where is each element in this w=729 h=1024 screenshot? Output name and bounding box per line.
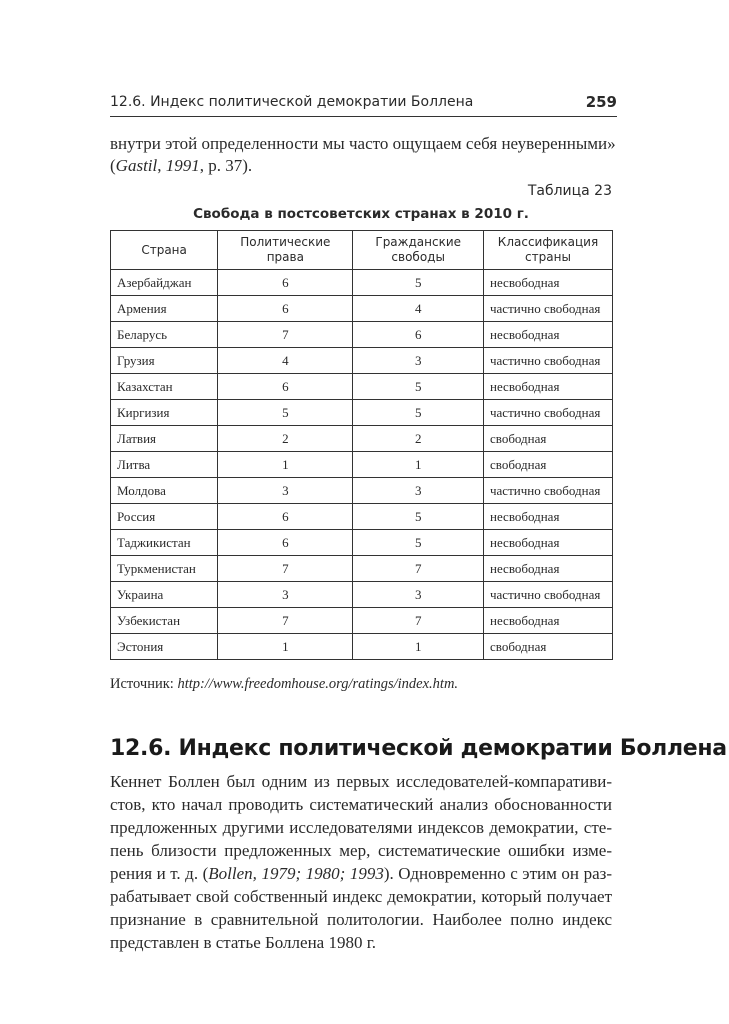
paragraph-line: рабатывает свой собственный индекс демократии, который получает: [110, 887, 612, 906]
cell-civil-liberties: 3: [353, 348, 484, 374]
table-row: [111, 504, 613, 530]
cell-classification: частично свободная: [484, 400, 613, 426]
table-row: [111, 296, 613, 322]
section-heading: 12.6. Индекс политической демократии Боллена: [110, 736, 727, 761]
paragraph-line: стов, кто начал проводить систематический анализ обоснованности: [110, 795, 612, 814]
cell-country: Киргизия: [111, 400, 218, 426]
cell-classification: несвободная: [484, 322, 613, 348]
cell-political-rights: 7: [218, 556, 353, 582]
source-url: http://www.freedomhouse.org/ratings/index.htm.: [177, 676, 459, 692]
table-row: [111, 582, 613, 608]
table-source: Источник: http://www.freedomhouse.org/ratings/index.htm.: [110, 676, 459, 692]
cell-classification: несвободная: [484, 374, 613, 400]
cell-classification: несвободная: [484, 504, 613, 530]
cell-political-rights: 3: [218, 478, 353, 504]
cell-country: Туркменистан: [111, 556, 218, 582]
citation: (Gastil, 1991, р. 37).: [110, 156, 253, 175]
paragraph-line: представлен в статье Боллена 1980 г.: [110, 933, 377, 952]
cell-political-rights: 6: [218, 504, 353, 530]
table-row: [111, 530, 613, 556]
paragraph-line: предложенных другими исследователями индексов демократии, сте-: [110, 818, 612, 837]
table-row: [111, 374, 613, 400]
header-country: Страна: [111, 231, 218, 270]
cell-civil-liberties: 3: [353, 478, 484, 504]
table-row: [111, 556, 613, 582]
cell-classification: свободная: [484, 452, 613, 478]
running-head: [110, 92, 617, 117]
intro-line: внутри этой определенности мы часто ощущаем себя неуверенными»: [110, 134, 616, 153]
cell-classification: частично свободная: [484, 582, 613, 608]
cell-civil-liberties: 1: [353, 452, 484, 478]
cell-classification: частично свободная: [484, 478, 613, 504]
table-row: [111, 478, 613, 504]
cell-country: Украина: [111, 582, 218, 608]
table-row: [111, 348, 613, 374]
cell-civil-liberties: 6: [353, 322, 484, 348]
table-number: Таблица 23: [527, 183, 612, 199]
cell-civil-liberties: 1: [353, 634, 484, 660]
table-row: [111, 452, 613, 478]
cell-civil-liberties: 5: [353, 504, 484, 530]
cell-classification: несвободная: [484, 270, 613, 296]
paragraph-line: рения и т. д. (Bollen, 1979; 1980; 1993). Одновременно с этим он раз-: [110, 864, 612, 883]
cell-civil-liberties: 5: [353, 270, 484, 296]
cell-civil-liberties: 5: [353, 374, 484, 400]
cell-country: Узбекистан: [111, 608, 218, 634]
paragraph-line: признание в сравнительной политологии. Наиболее полно индекс: [110, 910, 612, 929]
cell-country: Молдова: [111, 478, 218, 504]
cell-country: Таджикистан: [111, 530, 218, 556]
cell-political-rights: 4: [218, 348, 353, 374]
cell-political-rights: 2: [218, 426, 353, 452]
cell-country: Азербайджан: [111, 270, 218, 296]
cell-civil-liberties: 3: [353, 582, 484, 608]
table-row: [111, 322, 613, 348]
cell-civil-liberties: 7: [353, 608, 484, 634]
cell-political-rights: 3: [218, 582, 353, 608]
header-political-rights: Политические права: [218, 231, 353, 270]
cell-classification: свободная: [484, 634, 613, 660]
cell-country: Грузия: [111, 348, 218, 374]
header-civil-liberties: Гражданские свободы: [353, 231, 484, 270]
cell-political-rights: 6: [218, 270, 353, 296]
cell-civil-liberties: 5: [353, 530, 484, 556]
cell-political-rights: 7: [218, 608, 353, 634]
cell-political-rights: 7: [218, 322, 353, 348]
table-row: [111, 608, 613, 634]
cell-political-rights: 6: [218, 530, 353, 556]
cell-civil-liberties: 4: [353, 296, 484, 322]
cell-classification: несвободная: [484, 530, 613, 556]
table-row: [111, 400, 613, 426]
table-row: [111, 426, 613, 452]
table-row: [111, 634, 613, 660]
cell-country: Латвия: [111, 426, 218, 452]
page-number: 259: [585, 93, 617, 111]
cell-country: Армения: [111, 296, 218, 322]
paragraph-line: Кеннет Боллен был одним из первых исследователей-компаративи-: [110, 772, 612, 791]
cell-country: Россия: [111, 504, 218, 530]
cell-civil-liberties: 5: [353, 400, 484, 426]
table-row: [111, 270, 613, 296]
cell-political-rights: 6: [218, 374, 353, 400]
cell-political-rights: 5: [218, 400, 353, 426]
table-header-row: [111, 231, 613, 270]
cell-classification: несвободная: [484, 608, 613, 634]
freedom-table: [110, 230, 613, 660]
cell-classification: свободная: [484, 426, 613, 452]
table-title: Свобода в постсоветских странах в 2010 г.: [193, 206, 529, 222]
cell-political-rights: 1: [218, 634, 353, 660]
cell-political-rights: 1: [218, 452, 353, 478]
running-head-title: 12.6. Индекс политической демократии Боллена: [110, 94, 474, 110]
cell-civil-liberties: 2: [353, 426, 484, 452]
cell-country: Беларусь: [111, 322, 218, 348]
cell-classification: частично свободная: [484, 296, 613, 322]
cell-classification: частично свободная: [484, 348, 613, 374]
cell-civil-liberties: 7: [353, 556, 484, 582]
header-classification: Классификация страны: [484, 231, 613, 270]
cell-political-rights: 6: [218, 296, 353, 322]
cell-classification: несвободная: [484, 556, 613, 582]
paragraph-line: пень близости предложенных мер, систематические ошибки изме-: [110, 841, 612, 860]
cell-country: Литва: [111, 452, 218, 478]
cell-country: Казахстан: [111, 374, 218, 400]
cell-country: Эстония: [111, 634, 218, 660]
